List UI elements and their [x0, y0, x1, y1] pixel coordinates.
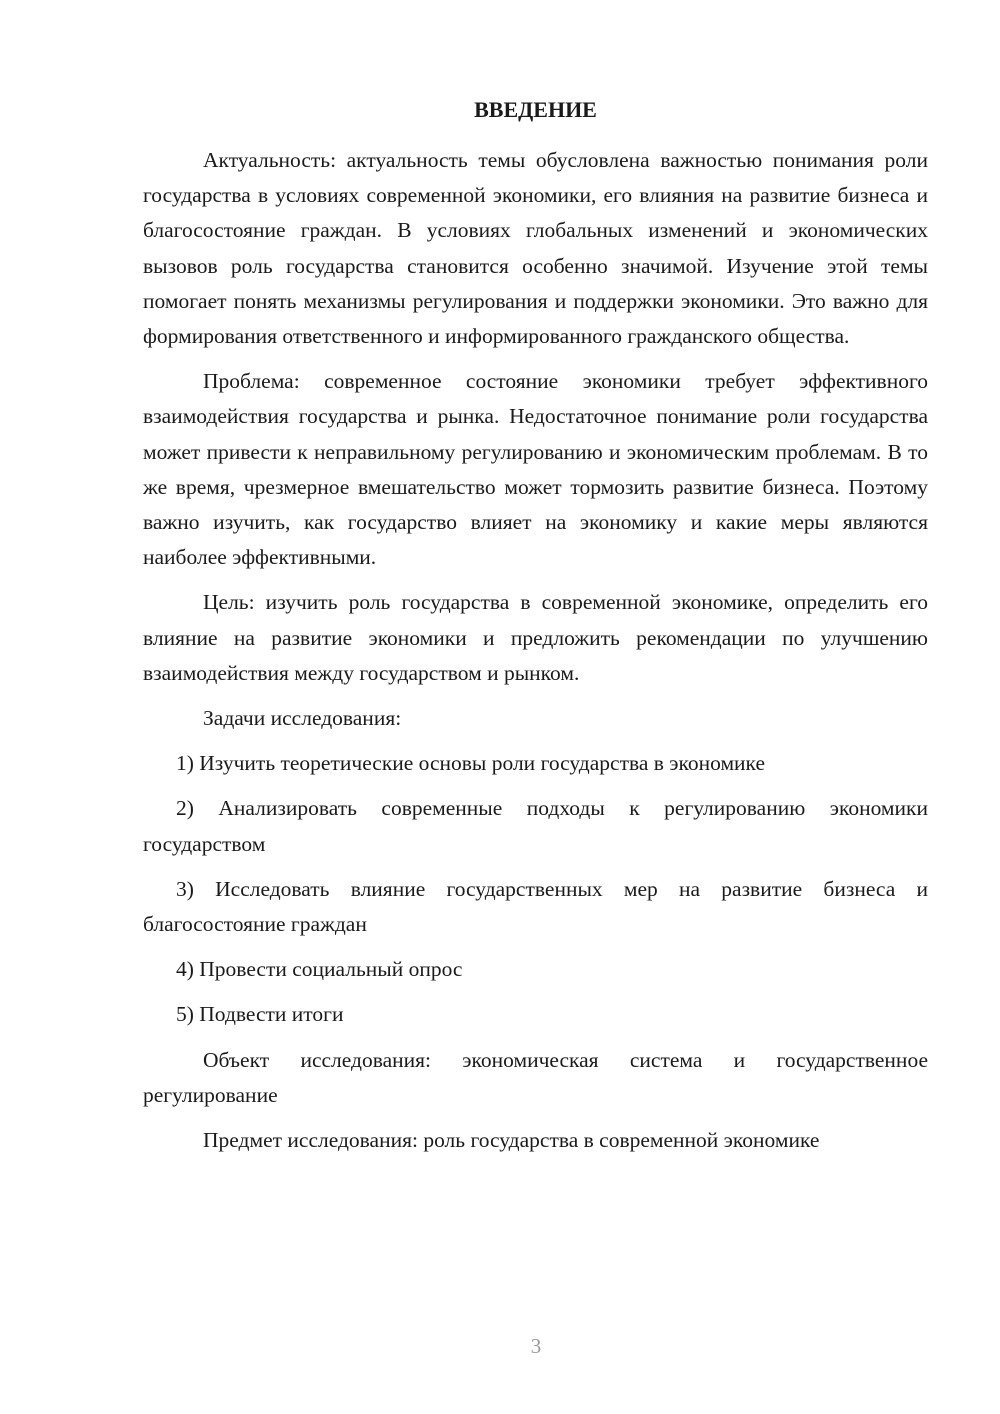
- document-page: [143, 95, 928, 1168]
- tasks-title: Задачи исследования:: [203, 706, 402, 731]
- document-heading: ВВЕДЕНИЕ: [474, 97, 597, 122]
- task-item-5: 5) Подвести итоги: [176, 1002, 344, 1027]
- task-item-1: 1) Изучить теоретические основы роли государства в экономике: [176, 751, 766, 776]
- paragraph-relevance: Актуальность: актуальность темы обусловлена важностью понимания роли государства в условиях современной экономики, его влияния на развитие бизнеса и благосостояние граждан. В условиях глобальных изменений и экономических вызовов роль государства становится особенно значимой. Изучение этой темы помогает понять механизмы регулирования и поддержки экономики. Это важно для формирования ответственного и информированного гражданского общества.: [143, 148, 928, 349]
- paragraph-problem: Проблема: современное состояние экономики требует эффективного взаимодействия государства и рынка. Недостаточное понимание роли государства может привести к неправильному регулированию и экономическим проблемам. В то же время, чрезмерное вмешательство может тормозить развитие бизнеса. Поэтому важно изучить, как государство влияет на экономику и какие меры являются наиболее эффективными.: [143, 369, 928, 570]
- task-item-4: 4) Провести социальный опрос: [176, 957, 463, 982]
- task-item-2: 2) Анализировать современные подходы к регулированию экономики государством: [143, 796, 928, 856]
- paragraph-subject: Предмет исследования: роль государства в современной экономике: [203, 1128, 820, 1153]
- paragraph-object: Объект исследования: экономическая система и государственное регулирование: [143, 1047, 928, 1107]
- paragraph-goal: Цель: изучить роль государства в современной экономике, определить его влияние на развитие экономики и предложить рекомендации по улучшению взаимодействия между государством и рынком.: [143, 590, 928, 685]
- task-item-3: 3) Исследовать влияние государственных мер на развитие бизнеса и благосостояние граждан: [143, 876, 928, 937]
- page-number: 3: [530, 1334, 542, 1358]
